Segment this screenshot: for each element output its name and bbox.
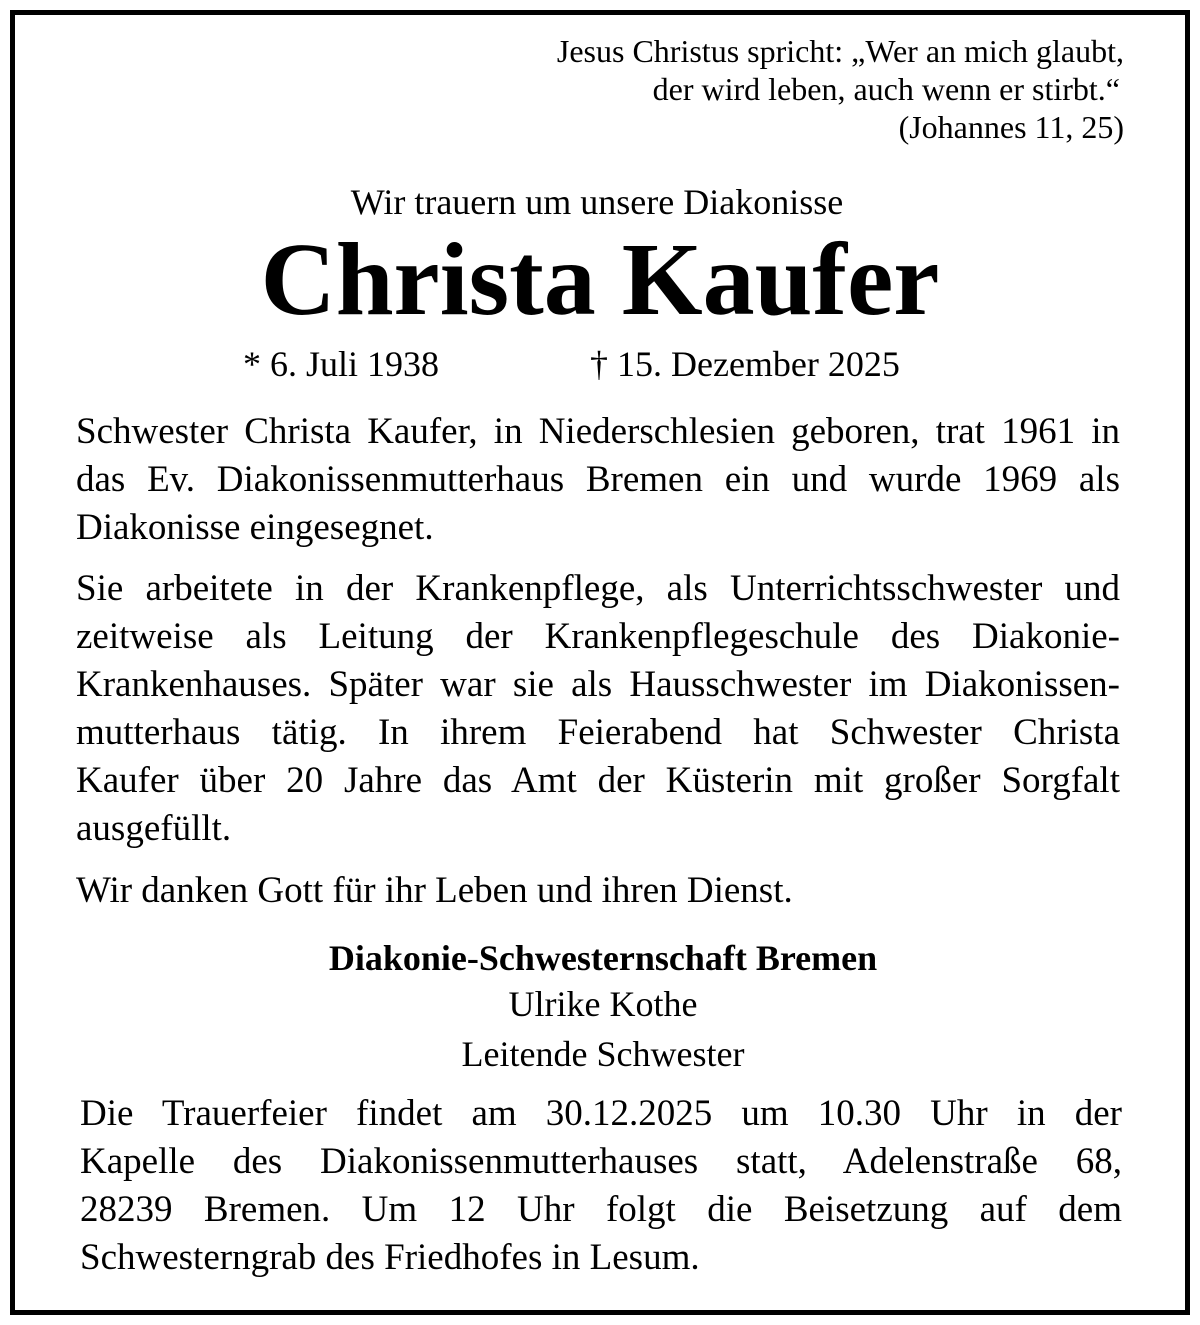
birth-date: * 6. Juli 1938 — [243, 344, 440, 384]
paragraph-biography — [76, 408, 1120, 552]
signature-person: Ulrike Kothe — [508, 984, 698, 1024]
verse-reference: (Johannes 11, 25) — [898, 109, 1124, 145]
text-line: mutterhaus tätig. In ihrem Feierabend hat Schwester Christa — [76, 712, 1120, 753]
text-line: Kaufer über 20 Jahre das Amt der Küsterin mit großer Sorgfalt — [76, 760, 1120, 801]
text-line: zeitweise als Leitung der Krankenpflegeschule des Diakonie- — [76, 616, 1120, 657]
text-line: Schwester Christa Kaufer, in Niederschlesien geboren, trat 1961 in — [76, 411, 1120, 452]
text-line: Die Trauerfeier findet am 30.12.2025 um 10.30 Uhr in der — [80, 1093, 1122, 1134]
verse-line-2: der wird leben, auch wenn er stirbt.“ — [652, 71, 1120, 107]
deceased-name: Christa Kaufer — [260, 222, 940, 337]
text-line: Sie arbeitete in der Krankenpflege, als Unterrichtsschwester und — [76, 568, 1120, 609]
text-line: ausgefüllt. — [76, 808, 232, 849]
text-line: das Ev. Diakonissenmutterhaus Bremen ein und wurde 1969 als — [76, 459, 1120, 500]
signature-role: Leitende Schwester — [461, 1034, 745, 1074]
signature-organization: Diakonie-Schwesternschaft Bremen — [328, 938, 878, 978]
intro-text: Wir trauern um unsere Diakonisse — [350, 182, 844, 222]
paragraph-career — [76, 565, 1120, 853]
text-line: Diakonisse eingesegnet. — [76, 507, 434, 548]
verse-line-1: Jesus Christus spricht: „Wer an mich glaubt, — [556, 33, 1124, 69]
bible-verse — [0, 32, 1124, 146]
text-line: Wir danken Gott für ihr Leben und ihren Dienst. — [76, 870, 793, 911]
funeral-information — [80, 1090, 1122, 1282]
text-line: 28239 Bremen. Um 12 Uhr folgt die Beisetzung auf dem — [80, 1189, 1122, 1230]
text-line: Schwesterngrab des Friedhofes in Lesum. — [80, 1237, 700, 1278]
paragraph-thanks — [76, 867, 1120, 915]
text-line: Kapelle des Diakonissenmutterhauses statt, Adelenstraße 68, — [80, 1141, 1122, 1182]
text-line: Krankenhauses. Später war sie als Hausschwester im Diakonissen- — [76, 664, 1120, 705]
death-date: † 15. Dezember 2025 — [590, 344, 900, 384]
